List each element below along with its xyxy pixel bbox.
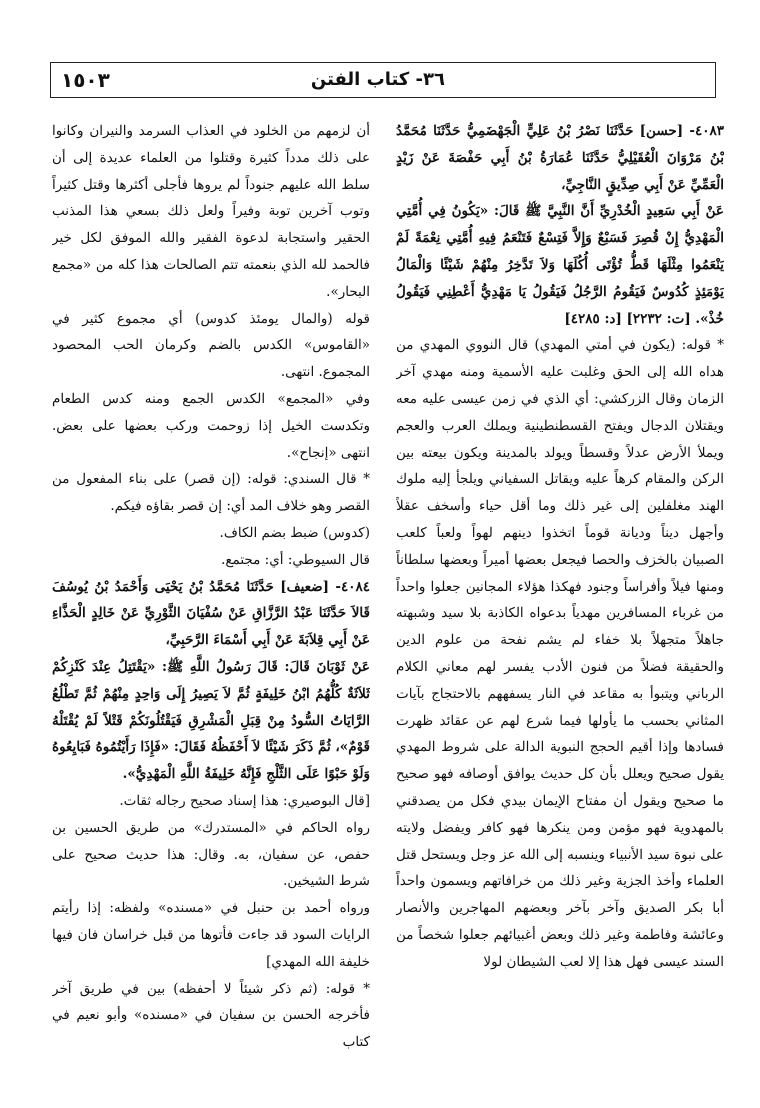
qamus-note: قوله (والمال يومئذ كدوس) أي مجموع كثير في «القاموس» الكدس بالضم وكرمان الحب المحصود المجموع. انتهى.: [52, 310, 370, 381]
kudus-note: (كدوس) ضبط بضم الكاف.: [219, 524, 370, 541]
chapter-title: ٣٦- كتاب الفتن: [310, 69, 445, 90]
hadith-4083-isnad: ٤٠٨٣- [حسن] حَدَّثَنَا نَصْرُ بْنُ عَلِيٍّ الْجَهْضَمِيُّ حَدَّثَنَا مُحَمَّدُ بْنُ مَرْوَانَ الْعُقَيْلِيُّ حَدَّثَنَا عُمَارَةُ بْنُ أَبِي حَفْصَةَ عَنْ زَيْدٍ الْعَمِّيِّ عَنْ أَبِي صِدِّيقٍ النَّاجِيِّ،: [396, 123, 724, 193]
continuation-text: أن لزمهم من الخلود في العذاب السرمد والنيران وكانوا على ذلك مدداً كثيرة وقتلوا من العلماء عديدة إلى أن سلط الله عليهم جنوداً لم يروها فأجلى أكثرها وقتل كثيراً وتوب آخرين توبة وفيراً ولعل ذلك بسعي هذا المذنب الحقير واستجابة لدعوة الفقير والله الموفق لكل خير فالحمد لله الذي بنعمته تتم الصالحات هذا كله من «مجمع البحار».: [52, 123, 370, 300]
hakim-note: رواه الحاكم في «المستدرك» من طريق الحسين بن حفص، عن سفيان، به. وقال: هذا حديث صحيح على شرط الشيخين.: [52, 819, 370, 890]
majma-note: وفي «المجمع» الكدس الجمع ومنه كدس الطعام وتكدست الخيل إذا زوحمت وركب بعضها على بعض. انتهى «إنجاح».: [52, 390, 370, 461]
final-note: * قوله: (ثم ذكر شيئاً لا أحفظه) بين في طريق آخر فأخرجه الحسن بن سفيان في «مسنده» وأبو نعيم في كتاب: [52, 980, 370, 1051]
hadith-4083-matn: عَنْ أَبِي سَعِيدٍ الْخُدْرِيِّ أَنَّ النَّبِيَّ ﷺ قَالَ: «يَكُونُ فِي أُمَّتِي الْمَهْدِيُّ إِنْ قُصِرَ فَسَبْعٌ وَإِلاَّ فَتِسْعٌ فَتَنْعَمُ فِيهِ أُمَّتِي نِعْمَةً لَمْ يَنْعَمُوا مِثْلَهَا قَطُّ تُؤْتَى أُكُلَهَا وَلاَ تَدَّخِرُ مِنْهُمْ شَيْئًا وَالْمَالُ يَوْمَئِذٍ كُدُوسٌ فَيَقُومُ الرَّجُلُ فَيَقُولُ يَا مَهْدِيُّ أَعْطِنِي فَيَقُولُ خُذْ». [ت: ٢٢٣٢] [د: ٤٢٨٥]: [396, 203, 724, 327]
right-column: [396, 118, 724, 1080]
hadith-4084-isnad: ٤٠٨٤- [ضعيف] حَدَّثَنَا مُحَمَّدُ بْنُ يَحْيَى وَأَحْمَدُ بْنُ يُوسُفَ قَالاَ حَدَّثَنَا عَبْدُ الرَّزَّاقِ عَنْ سُفْيَانَ الثَّوْرِيِّ عَنْ خَالِدٍ الْحَذَّاءِ عَنْ أَبِي قِلاَبَةَ عَنْ أَبِي أَسْمَاءَ الرَّحَبِيِّ،: [52, 578, 370, 649]
ahmad-note: ورواه أحمد بن حنبل في «مسنده» ولفظه: إذا رأيتم الرايات السود قد جاءت فأتوها من قبل خراسان فان فيها خليفة الله المهدي]: [52, 900, 370, 970]
page-number: ١٥٠٣: [61, 68, 110, 92]
page-header: [50, 62, 716, 98]
sindi-note: * قال السندي: قوله: (إن قصر) على بناء المفعول من القصر وهو خلاف المد أي: إن قصر بقاؤه فيكم.: [52, 471, 370, 515]
commentary-text: * قوله: (يكون في أمتي المهدي) قال النووي المهدي من هداه الله إلى الحق وغلبت عليه الأسمية ومنه مهدي آخر الزمان وقال الزركشي: أي الذي في زمن عيسى عليه معه ويقتلان الدجال ويفتح القسطنطينية ويملك العرب والعجم ويملأ الأرض عدلاً وقسطاً ويولد بالمدينة ويكون بيعته بين الركن والمقام كرهاً عليه ويقاتل السفياني ويلجأ إليه ملوك الهند مغلفلين إلى غير ذلك وما أقل حياء وأسخف عقلاً وأجهل ديناً وديانة قوماً اتخذوا دينهم لهواً ولعباً كلعب الصبيان بالخزف والحصا فيجعل بعضها أميراً وبعضها سلطاناً ومنها فيلاً وأفراساً وجنود فهكذا هؤلاء المجانين جعلوا واحداً من غرباء المسافرين مهدياً بدعواه الكاذبة بلا سيد وشبهته جاهلاً متجهلاً بلا خفاء لم يشم نفحة من علوم الدين والحقيقة فضلاً من فنون الأدب يفسر لهم معاني الكلام الرباني ويتبوأ به مقاعد في النار يسفههم بالاحتجاج بآيات المثاني بحسب ما يأولها فيما شرع لهم عن عقائد ظهرت فسادها وإذا أقيم الحجج النبوية الدالة على شروط المهدي يقول صحيح ويعلل بأن كل حديث يوافق أوصافه فهو صحيح ما صحيح ويقول أن مفتاح الإيمان بيدي فكل من يصدقني بالمهدوية فهو مؤمن ومن ينكرها فهو كافر ويفضل ولايته على نبوة سيد الأنبياء وينسبه إلى الله عز وجل ويستحل قتل العلماء وأخذ الجزية وغير ذلك من خرافاتهم ويسمون واحداً أبا بكر الصديق وآخر بآخر وبعضهم المهاجرين والأنصار وعائشة وفاطمة وغير ذلك وبعض أغبيائهم جعلوا شخصاً من السند عيسى فهل هذا إلا لعب الشيطان لولا: [396, 337, 724, 970]
suyuti-note: قال السيوطي: أي: مجتمع.: [221, 551, 370, 568]
hadith-4084-matn: عَنْ ثَوْبَانَ قَالَ: قَالَ رَسُولُ اللَّهِ ﷺ: «يَقْتَتِلُ عِنْدَ كَنْزِكُمْ ثَلاَثَةٌ كُلُّهُمُ ابْنُ خَلِيفَةٍ ثُمَّ لاَ يَصِيرُ إِلَى وَاحِدٍ مِنْهُمْ ثُمَّ تَطْلُعُ الرَّايَاتُ السُّودُ مِنْ قِبَلِ الْمَشْرِقِ فَيَقْتُلُونَكُمْ قَتْلاً لَمْ يُقْتَلْهُ قَوْمٌ»، ثُمَّ ذَكَرَ شَيْئًا لاَ أَحْفَظُهُ فَقَالَ: «فَإِذَا رَأَيْتُمُوهُ فَبَايِعُوهُ وَلَوْ حَبْوًا عَلَى الثَّلْجِ فَإِنَّهُ خَلِيفَةُ اللَّهِ الْمَهْدِيُّ».: [52, 658, 370, 783]
busiri-note: [قال البوصيري: هذا إسناد صحيح رجاله ثقات.: [119, 792, 370, 809]
left-column: [52, 118, 370, 1080]
